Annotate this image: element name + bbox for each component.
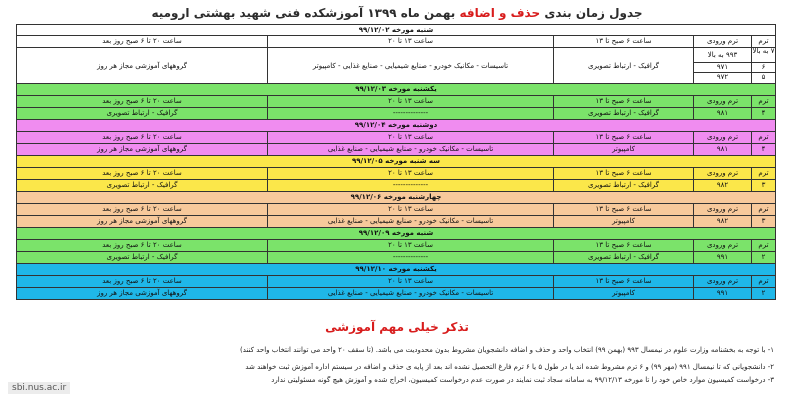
slot1-groups: گرافیک - ارتباط تصویری (553, 252, 693, 263)
slot1-groups: کامپیوتر (553, 144, 693, 155)
slot3-groups: گرافیک - ارتباط تصویری (106, 253, 178, 261)
slot3-groups: گروههای آموزشی مجاز هر روز (97, 145, 187, 153)
title-part2: بهمن ماه ۱۳۹۹ آموزشکده فنی شهید بهشتی ارومیه (151, 6, 456, 20)
table-row (16, 180, 776, 192)
header-row (16, 276, 776, 288)
header-term: ترم (751, 132, 775, 143)
header-time1: ساعت ۶ صبح تا ۱۳ (553, 36, 693, 47)
slot1-groups: گرافیک - ارتباط تصویری (553, 48, 693, 83)
note-item: ۲- دانشجویانی که تا نیمسال ۹۹۱ (مهر ۹۹) و ۶ ترم مشروط شده اند یا در طول ۵ یا ۶ ترم فارغ التحصیل نشده اند بعد از پایه ی حذف و اضافه در سیستم اداره آموزش ثبت خواهند شد (245, 363, 774, 371)
slot1-groups: گرافیک - ارتباط تصویری (553, 108, 693, 119)
header-time3: ساعت ۲۰ تا ۶ صبح روز بعد (102, 277, 182, 285)
header-row (16, 96, 776, 108)
slot2-groups: تاسیسات - مکانیک خودرو - صنایع شیمیایی - صنایع غذایی (267, 216, 553, 227)
table-row (16, 216, 776, 228)
entry-value: ۹۸۱ (693, 144, 751, 155)
day-row (16, 228, 776, 240)
day-label: شنبه مورخه ۹۹/۱۲/۰۲ (358, 26, 434, 34)
entry-cell (693, 48, 751, 83)
header-row (16, 168, 776, 180)
slot3-groups: گرافیک - ارتباط تصویری (106, 109, 178, 117)
title-part1: جدول زمان بندی (544, 6, 643, 20)
header-entry: ترم ورودی (693, 96, 751, 107)
day-label: دوشنبه مورخه ۹۹/۱۲/۰۴ (354, 121, 438, 129)
header-time1: ساعت ۶ صبح تا ۱۳ (553, 132, 693, 143)
header-entry: ترم ورودی (693, 132, 751, 143)
header-row (16, 36, 776, 48)
header-time1: ساعت ۶ صبح تا ۱۳ (553, 168, 693, 179)
day-label: چهارشنبه مورخه ۹۹/۱۲/۰۶ (350, 193, 442, 201)
day-row (16, 264, 776, 276)
table-row (16, 108, 776, 120)
header-time3: ساعت ۲۰ تا ۶ صبح روز بعد (102, 241, 182, 249)
note-item: ۳- درخواست کمیسیون موارد خاص خود را تا مورخه ۹۹/۱۲/۱۳ به سامانه سجاد ثبت نمایند در صورت عدم درخواست کمیسیون، اخراج شده و آموزش هیچ گونه مسئولیتی ندارد (271, 376, 774, 384)
entry-value: ۹۹۱ (693, 252, 751, 263)
entry-value: ۹۸۲ (693, 180, 751, 191)
header-entry: ترم ورودی (693, 240, 751, 251)
entry-value: ۹۸۲ (693, 216, 751, 227)
day-label: یکشنبه مورخه ۹۹/۱۲/۱۰ (355, 265, 437, 273)
site-watermark: sbi.nus.ac.ir (8, 382, 70, 394)
slot3-groups: گرافیک - ارتباط تصویری (106, 181, 178, 189)
term-value: ۳ (751, 180, 775, 191)
header-time2: ساعت ۱۳ تا ۲۰ (267, 36, 553, 47)
table-row (16, 252, 776, 264)
schedule-table (16, 24, 776, 300)
header-time2: ساعت ۱۳ تا ۲۰ (267, 132, 553, 143)
header-time3: ساعت ۲۰ تا ۶ صبح روز بعد (102, 205, 182, 213)
header-term: ترم (751, 240, 775, 251)
header-time1: ساعت ۶ صبح تا ۱۳ (553, 96, 693, 107)
header-entry: ترم ورودی (693, 204, 751, 215)
header-time3: ساعت ۲۰ تا ۶ صبح روز بعد (102, 169, 182, 177)
entry-value: ۹۸۱ (693, 108, 751, 119)
header-row (16, 132, 776, 144)
table-row (16, 288, 776, 300)
day-label: یکشنبه مورخه ۹۹/۱۲/۰۳ (355, 85, 437, 93)
day-row (16, 84, 776, 96)
header-time1: ساعت ۶ صبح تا ۱۳ (553, 276, 693, 287)
day-label: شنبه مورخه ۹۹/۱۲/۰۹ (358, 229, 434, 237)
day-row (16, 156, 776, 168)
header-time1: ساعت ۶ صبح تا ۱۳ (553, 204, 693, 215)
header-time2: ساعت ۱۳ تا ۲۰ (267, 276, 553, 287)
header-time2: ساعت ۱۳ تا ۲۰ (267, 168, 553, 179)
header-time2: ساعت ۱۳ تا ۲۰ (267, 240, 553, 251)
header-entry: ترم ورودی (693, 276, 751, 287)
slot1-groups: گرافیک - ارتباط تصویری (553, 180, 693, 191)
slot3-groups: گروههای آموزشی مجاز هر روز (97, 289, 187, 297)
entry-value: ۹۷۱ (694, 62, 751, 72)
day-label: سه شنبه مورخه ۹۹/۱۲/۰۵ (351, 157, 441, 165)
term-value: ۴ (751, 108, 775, 119)
page-title (0, 6, 794, 20)
entry-value: ۹۹۱ (693, 288, 751, 299)
header-time3: ساعت ۲۰ تا ۶ صبح روز بعد (102, 97, 182, 105)
notes-title: تذکر خیلی مهم آموزشی (325, 320, 469, 334)
header-row (16, 204, 776, 216)
term-cell (751, 48, 775, 83)
note-item: ۱- با توجه به بخشنامه وزارت علوم در نیمسال ۹۹۳ (بهمن ۹۹) انتخاب واحد و حذف و اضافه دانشجویان مشروط بدون محدودیت می باشد. (تا سقف ۲۰ واحد می توانند انتخاب واحد کنند) (240, 346, 774, 354)
table-row (16, 144, 776, 156)
slot2-groups: تاسیسات - مکانیک خودرو - صنایع شیمیایی - صنایع غذایی - کامپیوتر (267, 48, 553, 83)
header-time3: ساعت ۲۰ تا ۶ صبح روز بعد (102, 133, 182, 141)
slot1-groups: کامپیوتر (553, 216, 693, 227)
term-value: ۶ (752, 62, 775, 72)
term-value: ۴ (751, 144, 775, 155)
header-time2: ساعت ۱۳ تا ۲۰ (267, 204, 553, 215)
header-row (16, 240, 776, 252)
header-time3: ساعت ۲۰ تا ۶ صبح روز بعد (102, 37, 182, 45)
table-row (16, 48, 776, 84)
header-entry: ترم ورودی (693, 168, 751, 179)
term-value: ۵ (752, 72, 775, 82)
term-value: ۲ (751, 288, 775, 299)
entry-value: ۹۹۳ به بالا (707, 51, 738, 59)
header-term: ترم (751, 96, 775, 107)
title-highlight: حذف و اضافه (459, 6, 541, 20)
term-value: ۳ (751, 216, 775, 227)
slot2-groups: تاسیسات - مکانیک خودرو - صنایع شیمیایی - صنایع غذایی (267, 144, 553, 155)
day-row (16, 192, 776, 204)
header-time1: ساعت ۶ صبح تا ۱۳ (553, 240, 693, 251)
header-entry: ترم ورودی (693, 36, 751, 47)
header-time2: ساعت ۱۳ تا ۲۰ (267, 96, 553, 107)
slot2-groups: -------------- (267, 108, 553, 119)
slot2-groups: -------------- (267, 180, 553, 191)
slot3-groups: گروههای آموزشی مجاز هر روز (97, 61, 187, 70)
header-term: ترم (751, 168, 775, 179)
term-value: ۲ (751, 252, 775, 263)
slot3-groups: گروههای آموزشی مجاز هر روز (97, 217, 187, 225)
day-row (16, 24, 776, 36)
term-value: ۷ به بالا (752, 48, 775, 55)
slot2-groups: -------------- (267, 252, 553, 263)
entry-value: ۹۷۲ (694, 72, 751, 82)
slot2-groups: تاسیسات - مکانیک خودرو - صنایع شیمیایی - صنایع غذایی (267, 288, 553, 299)
header-term: ترم (751, 276, 775, 287)
day-row (16, 120, 776, 132)
slot1-groups: کامپیوتر (553, 288, 693, 299)
header-term: ترم (751, 204, 775, 215)
header-term: ترم (751, 36, 775, 47)
